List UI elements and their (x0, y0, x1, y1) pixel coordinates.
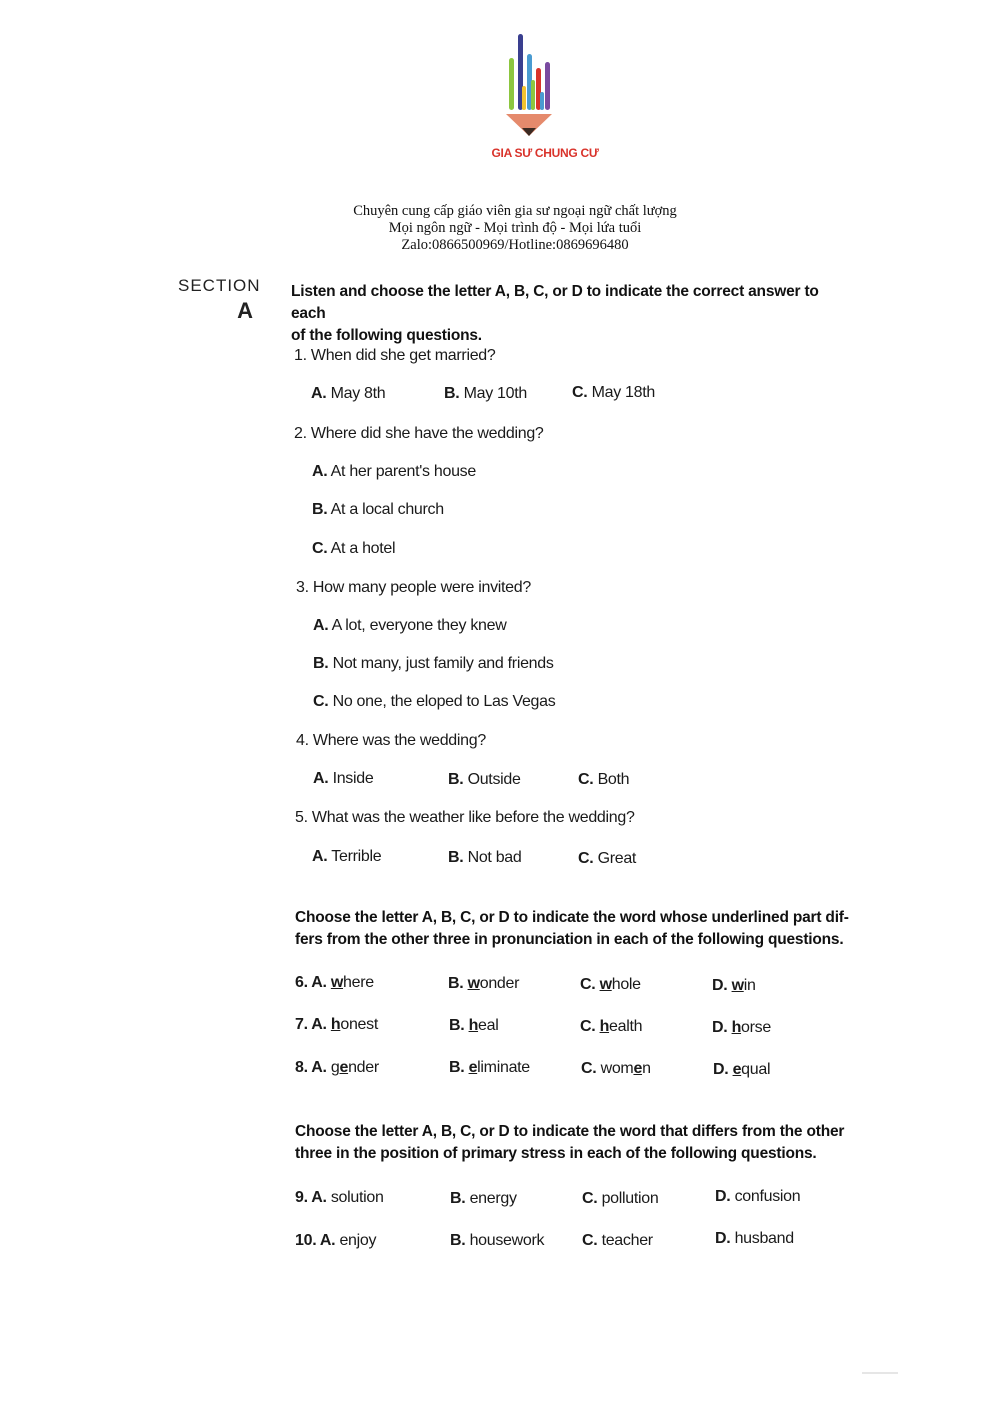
q7-option-c: C. health (580, 1018, 643, 1035)
q9-option-a: 9. A. solution (295, 1189, 384, 1206)
q3-option-b: B. Not many, just family and friends (313, 655, 554, 672)
section-word: SECTION (178, 276, 261, 295)
q2-option-a: A. At her parent's house (312, 463, 476, 480)
question-2: 2. Where did she have the wedding? (294, 425, 544, 442)
brand-logo (470, 28, 620, 168)
header-line-2: Mọi ngôn ngữ - Mọi trình độ - Mọi lứa tuổi (388, 220, 642, 236)
q4-option-b: B. Outside (448, 771, 521, 788)
q6-option-a: 6. A. where (295, 974, 374, 991)
section-letter: A (237, 298, 254, 323)
q2-option-c: C. At a hotel (312, 540, 396, 557)
q3-option-c: C. No one, the eloped to Las Vegas (313, 693, 556, 710)
scan-artifact (862, 1372, 898, 1374)
part2-instruction (295, 907, 855, 951)
part1-instruction (291, 281, 851, 347)
part1-instruction-line-2: of the following questions. (291, 327, 482, 344)
question-5: 5. What was the weather like before the wedding? (295, 809, 635, 826)
question-3: 3. How many people were invited? (296, 579, 531, 596)
q8-option-a: 8. A. gender (295, 1059, 379, 1076)
q1-option-a: A. May 8th (311, 385, 386, 402)
section-label (178, 276, 261, 324)
question-1: 1. When did she get married? (294, 347, 496, 364)
part2-instruction-line-1: Choose the letter A, B, C, or D to indicate the word whose underlined part dif- (295, 909, 849, 926)
contact-header (300, 203, 730, 254)
q7-option-b: B. heal (449, 1017, 499, 1034)
q6-option-c: C. whole (580, 976, 641, 993)
brand-name: GIA SƯ CHUNG CƯ (491, 146, 599, 160)
q5-option-c: C. Great (578, 850, 637, 867)
q2-option-b: B. At a local church (312, 501, 444, 518)
part3-instruction-line-1: Choose the letter A, B, C, or D to indicate the word that differs from the other (295, 1123, 845, 1140)
part1-instruction-line-1: Listen and choose the letter A, B, C, or D to indicate the correct answer to each (291, 283, 819, 322)
q1-option-b: B. May 10th (444, 385, 527, 402)
q5-option-a: A. Terrible (312, 848, 382, 865)
header-line-1: Chuyên cung cấp giáo viên gia sư ngoại ngữ chất lượng (353, 203, 677, 219)
q6-option-b: B. wonder (448, 975, 520, 992)
q4-option-c: C. Both (578, 771, 630, 788)
q7-option-a: 7. A. honest (295, 1016, 378, 1033)
header-line-3: Zalo:0866500969/Hotline:0869696480 (401, 237, 629, 253)
q5-option-b: B. Not bad (448, 849, 522, 866)
q3-option-a: A. A lot, everyone they knew (313, 617, 507, 634)
part2-instruction-line-2: fers from the other three in pronunciation in each of the following questions. (295, 931, 844, 948)
q8-option-d: D. equal (713, 1061, 771, 1078)
pencil-logo-icon (502, 28, 588, 144)
q7-option-d: D. horse (712, 1019, 771, 1036)
part3-instruction-line-2: three in the position of primary stress in each of the following questions. (295, 1145, 817, 1162)
question-4: 4. Where was the wedding? (296, 732, 486, 749)
q9-option-b: B. energy (450, 1190, 517, 1207)
q9-option-d: D. confusion (715, 1188, 801, 1205)
q6-option-d: D. win (712, 977, 756, 994)
q1-option-c: C. May 18th (572, 384, 655, 401)
q8-option-b: B. eliminate (449, 1059, 530, 1076)
q8-option-c: C. women (581, 1060, 651, 1077)
q10-option-c: C. teacher (582, 1232, 653, 1249)
part3-instruction (295, 1121, 855, 1165)
q10-option-a: 10. A. enjoy (295, 1232, 377, 1249)
q9-option-c: C. pollution (582, 1190, 659, 1207)
q10-option-d: D. husband (715, 1230, 794, 1247)
q10-option-b: B. housework (450, 1232, 545, 1249)
q4-option-a: A. Inside (313, 770, 374, 787)
